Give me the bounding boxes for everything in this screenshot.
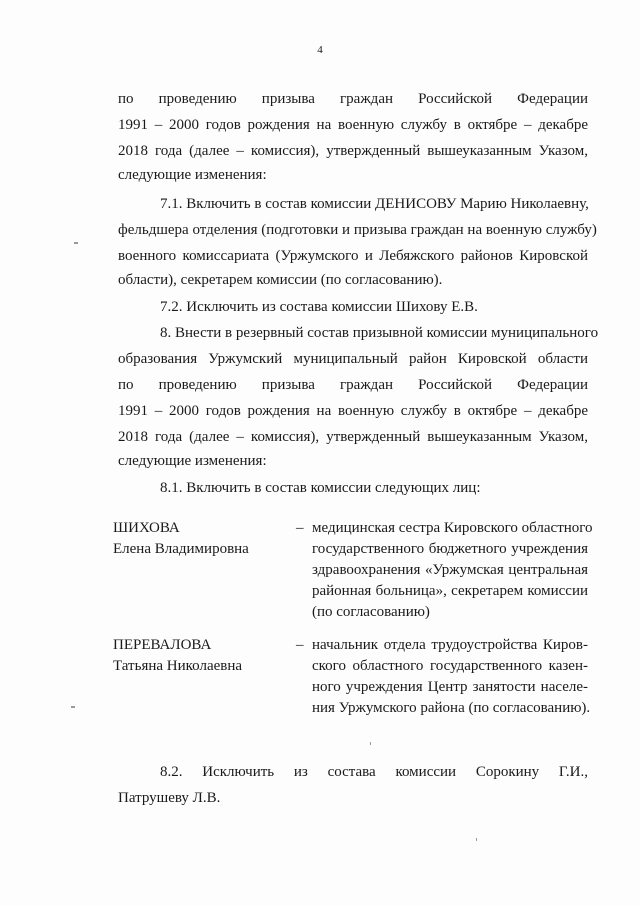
paragraph-line: следующие изменения:	[118, 167, 267, 183]
item-8-1: 8.1. Включить в состав комиссии следующих лиц:	[160, 480, 481, 496]
item-7-1-line: фельдшера отделения (подготовки и призыва граждан на военную службу)	[118, 222, 597, 238]
scan-speck	[74, 242, 78, 244]
person-description-line: ния Уржумского района (по согласованию).	[312, 700, 591, 716]
person-description-line: районная больница», секретарем комиссии	[312, 583, 588, 599]
person-dash: –	[296, 520, 304, 536]
scan-speck	[476, 838, 477, 841]
person-description-line: медицинская сестра Кировского областного	[312, 520, 593, 536]
person-description-line: (по согласованию)	[312, 604, 430, 620]
item-8-line: 2018 года (далее – комиссия), утвержденный вышеуказанным Указом,	[118, 429, 588, 445]
person-description-line: ского областного государственного казен-	[312, 658, 588, 674]
person-description-line: здравоохранения «Уржумская центральная	[312, 562, 588, 578]
scan-speck	[370, 742, 371, 745]
item-7-1-line: военного комиссариата (Уржумского и Лебяжского районов Кировской	[118, 248, 588, 264]
person-given-name: Татьяна Николаевна	[113, 658, 243, 674]
person-dash: –	[296, 637, 304, 653]
item-8-line: 1991 – 2000 годов рождения на военную службу в октябре – декабре	[118, 403, 588, 419]
person-surname: ШИХОВА	[113, 520, 180, 536]
item-8-2-line: 8.2. Исключить из состава комиссии Сорокину Г.И.,	[160, 764, 588, 780]
paragraph-line: 2018 года (далее – комиссия), утвержденный вышеуказанным Указом,	[118, 143, 588, 159]
scan-speck	[71, 706, 75, 708]
item-8-line: по проведению призыва граждан Российской Федерации	[118, 377, 588, 393]
paragraph-line: 1991 – 2000 годов рождения на военную службу в октябре – декабре	[118, 117, 588, 133]
person-description-line: государственного бюджетного учреждения	[312, 541, 588, 557]
item-8-line: следующие изменения:	[118, 453, 267, 469]
page-number: 4	[317, 44, 323, 56]
person-given-name: Елена Владимировна	[113, 541, 249, 557]
item-7-1-line: 7.1. Включить в состав комиссии ДЕНИСОВУ Марию Николаевну,	[160, 196, 589, 212]
item-8-line: 8. Внести в резервный состав призывной комиссии муниципального	[160, 325, 599, 341]
item-7-1-line: области), секретарем комиссии (по согласованию).	[118, 272, 443, 288]
person-description-line: ного учреждения Центр занятости населе-	[312, 679, 588, 695]
item-8-2-line: Патрушеву Л.В.	[118, 790, 221, 806]
person-surname: ПЕРЕВАЛОВА	[113, 637, 212, 653]
person-description-line: начальник отдела трудоустройства Киров-	[312, 637, 588, 653]
item-8-line: образования Уржумский муниципальный район Кировской области	[118, 351, 588, 367]
item-7-2: 7.2. Исключить из состава комиссии Шихову Е.В.	[160, 299, 478, 315]
paragraph-line: по проведению призыва граждан Российской Федерации	[118, 91, 588, 107]
